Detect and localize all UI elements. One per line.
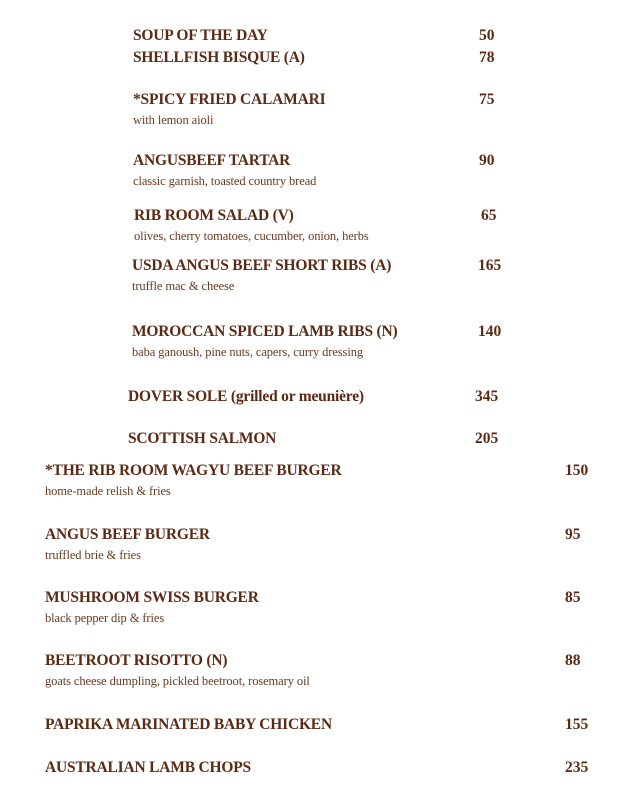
menu-item-price: 155: [565, 716, 589, 733]
menu-item-description: truffle mac & cheese: [132, 279, 235, 293]
menu-item-description: black pepper dip & fries: [45, 611, 165, 625]
menu-item-price: 75: [479, 91, 495, 108]
menu-item-name: AUSTRALIAN LAMB CHOPS: [45, 759, 251, 776]
menu-item-name: MOROCCAN SPICED LAMB RIBS (N): [132, 323, 398, 340]
menu-item-description: truffled brie & fries: [45, 548, 141, 562]
menu-item-price: 140: [478, 323, 502, 340]
menu-item-name: *THE RIB ROOM WAGYU BEEF BURGER: [45, 462, 342, 479]
menu-item-description: classic garnish, toasted country bread: [133, 174, 317, 188]
menu-item-name: USDA ANGUS BEEF SHORT RIBS (A): [132, 257, 392, 274]
menu-item-name: RIB ROOM SALAD (V): [134, 207, 294, 224]
menu-item-description: baba ganoush, pine nuts, capers, curry dressing: [132, 345, 363, 359]
menu-item-description: with lemon aioli: [133, 113, 214, 127]
menu-item-price: 345: [475, 388, 499, 405]
menu-item-name: DOVER SOLE (grilled or meunière): [128, 388, 364, 405]
menu-item-name: PAPRIKA MARINATED BABY CHICKEN: [45, 716, 332, 733]
menu-item-price: 50: [479, 27, 495, 44]
menu-item-price: 95: [565, 526, 581, 543]
menu-item-name: SCOTTISH SALMON: [128, 430, 277, 447]
menu-item-price: 90: [479, 152, 495, 169]
menu-item-name: ANGUS BEEF BURGER: [45, 526, 210, 543]
menu-item-name: *SPICY FRIED CALAMARI: [133, 91, 326, 108]
menu-item-name: MUSHROOM SWISS BURGER: [45, 589, 259, 606]
menu-item-price: 85: [565, 589, 581, 606]
menu-item-price: 65: [481, 207, 497, 224]
menu-item-name: SHELLFISH BISQUE (A): [133, 49, 305, 66]
menu-item-price: 78: [479, 49, 495, 66]
menu-item-name: SOUP OF THE DAY: [133, 27, 268, 44]
menu-item-description: home-made relish & fries: [45, 484, 171, 498]
menu-item-name: BEETROOT RISOTTO (N): [45, 652, 228, 669]
menu-item-price: 88: [565, 652, 581, 669]
menu-item-price: 165: [478, 257, 502, 274]
menu-item-description: olives, cherry tomatoes, cucumber, onion, herbs: [134, 229, 369, 243]
menu-item-name: ANGUSBEEF TARTAR: [133, 152, 291, 169]
menu-item-price: 235: [565, 759, 589, 776]
menu-item-price: 205: [475, 430, 499, 447]
menu-item-description: goats cheese dumpling, pickled beetroot, rosemary oil: [45, 674, 310, 688]
menu-item-price: 150: [565, 462, 589, 479]
